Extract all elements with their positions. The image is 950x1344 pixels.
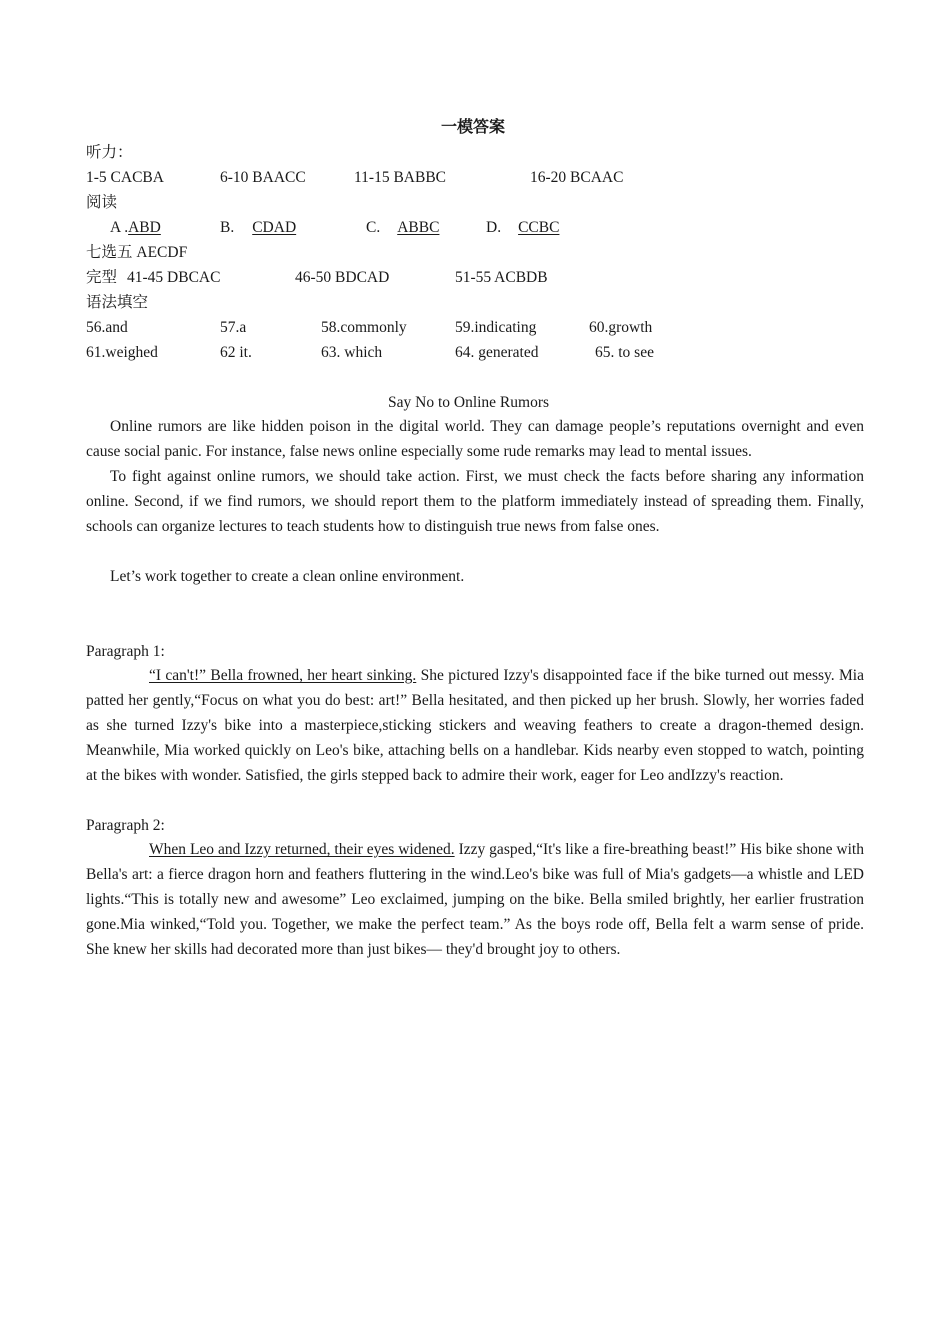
- listening-group-2: 6-10 BAACC: [220, 169, 306, 186]
- reading-label: 阅读: [86, 194, 118, 211]
- grammar-answer: 65. to see: [595, 344, 654, 361]
- essay-title: Say No to Online Rumors: [388, 394, 550, 411]
- paragraph-1-lead: “I can't!” Bella frowned, her heart sinking.: [149, 667, 417, 684]
- reading-item-c: [366, 218, 439, 238]
- paragraph-1-label: Paragraph 1:: [86, 643, 165, 660]
- reading-answer: ABBC: [397, 219, 440, 236]
- reading-answer: CDAD: [252, 219, 297, 236]
- grammar-answer: 64. generated: [455, 344, 539, 361]
- essay-paragraph-3: Let’s work together to create a clean online environment.: [110, 568, 465, 585]
- grammar-answer: 59.indicating: [455, 319, 537, 336]
- essay-paragraph-1: Online rumors are like hidden poison in the digital world. They can damage people’s reputations overnight and even cause social panic. For instance, false news online especially some rude remarks may lead to mental issues.: [86, 418, 864, 460]
- cloze-label: 完型: [86, 269, 118, 286]
- cloze-group-3: 51-55 ACBDB: [455, 269, 548, 286]
- reading-letter: D.: [486, 219, 502, 236]
- grammar-answer: 58.commonly: [321, 319, 407, 336]
- grammar-answer: 63. which: [321, 344, 383, 361]
- grammar-answer: 60.growth: [589, 319, 653, 336]
- reading-letter: B.: [220, 219, 235, 236]
- paragraph-2-lead: When Leo and Izzy returned, their eyes widened.: [149, 841, 455, 858]
- grammar-answer: 61.weighed: [86, 344, 158, 361]
- grammar-answer: 56.and: [86, 319, 128, 336]
- paragraph-1-body: She pictured Izzy's disappointed face if the bike turned out messy. Mia patted her gently,“Focus on what you do best: art!” Bella hesitated, and then picked up her brush. Slowly, her worries faded as she turned Izzy's bike into a masterpiece,sticking stickers and weaving feathers to create a dragon-themed design. Meanwhile, Mia worked quickly on Leo's bike, attaching bells on a handlebar. Kids nearby even stopped to watch, pointing at the bikes with wonder. Satisfied, the girls stepped back to admire their work, eager for Leo andIzzy's reaction.: [86, 667, 864, 784]
- seven-choose-five: 七选五 AECDF: [86, 244, 188, 261]
- reading-item-a: [110, 218, 161, 238]
- reading-item-b: [220, 218, 302, 238]
- reading-letter: C.: [366, 219, 381, 236]
- reading-answer: CCBC: [518, 219, 560, 236]
- essay-paragraph-2: To fight against online rumors, we should take action. First, we must check the facts before sharing any information online. Second, if we find rumors, we should report them to the platform immediately instead of spreading them. Finally, schools can organize lectures to teach students how to distinguish true news from false ones.: [86, 468, 864, 535]
- grammar-label: 语法填空: [86, 294, 149, 311]
- cloze-group-1: 41-45 DBCAC: [127, 269, 221, 286]
- listening-label: 听力：: [86, 144, 133, 161]
- cloze-group-2: 46-50 BDCAD: [295, 269, 390, 286]
- reading-answer: ABD: [128, 219, 161, 236]
- paragraph-2-label: Paragraph 2:: [86, 817, 165, 834]
- listening-group-3: 11-15 BABBC: [354, 169, 447, 186]
- page-title: 一模答案: [441, 119, 506, 136]
- continuation-paragraph-1: [86, 664, 864, 789]
- listening-group-4: 16-20 BCAAC: [530, 169, 624, 186]
- paragraph-2-body: Izzy gasped,“It's like a fire-breathing beast!” His bike shone with Bella's art: a fierce dragon horn and feathers fluttering in the wind.Leo's bike was full of Mia's gadgets—a whistle and LED lights.“This is totally new and awesome” Leo exclaimed, jumping on the bike. Bella smiled brightly, her earlier frustration gone.Mia winked,“Told you. Together, we make the perfect team.” As the boys rode off, Bella felt a warm sense of pride. She knew her skills had decorated more than just bikes— they'd brought joy to others.: [86, 841, 864, 958]
- listening-group-1: 1-5 CACBA: [86, 169, 164, 186]
- reading-letter: A .: [110, 219, 129, 236]
- continuation-paragraph-2: [86, 838, 864, 963]
- grammar-answer: 57.a: [220, 319, 247, 336]
- grammar-answer: 62 it.: [220, 344, 252, 361]
- reading-item-d: [486, 218, 559, 238]
